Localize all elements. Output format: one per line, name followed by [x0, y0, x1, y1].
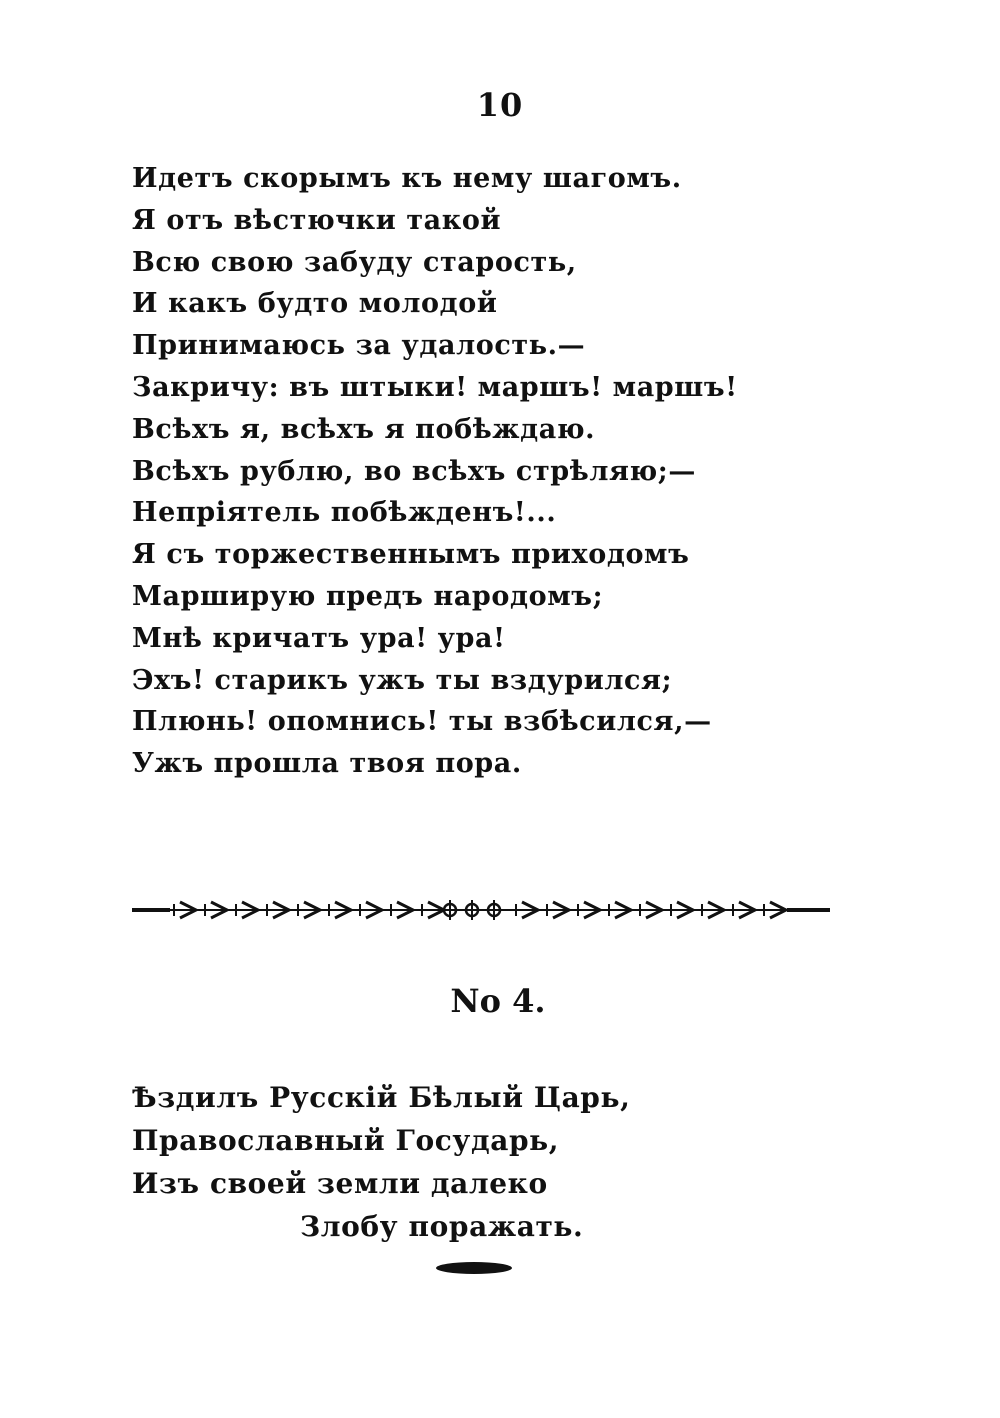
- poem-continued: [132, 158, 852, 785]
- poem-line: Всѣхъ рублю, во всѣхъ стрѣляю;—: [132, 455, 696, 487]
- poem-line: Марширую предъ народомъ;: [132, 580, 604, 612]
- poem-line: Православный Государь,: [132, 1124, 560, 1157]
- poem-line: Ужъ прошла твоя пора.: [132, 748, 522, 780]
- poem-line: Изъ своей земли далеко: [132, 1167, 548, 1200]
- poem-line: Идетъ скорымъ къ нему шагомъ.: [132, 163, 682, 194]
- poem-line: Всѣхъ я, всѣхъ я побѣждаю.: [132, 413, 596, 445]
- end-ornament: [436, 1262, 512, 1274]
- poem-line: Мнѣ кричатъ ура! ура!: [132, 622, 506, 654]
- section-number: [0, 982, 1000, 1020]
- poem-line: Всю свою забуду старость,: [132, 246, 577, 278]
- poem-line: Непріятель побѣжденъ!...: [132, 497, 557, 529]
- poem-line: Плюнь! опомнись! ты взбѣсился,—: [132, 706, 712, 738]
- poem-line-indented: Злобу поражать.: [300, 1210, 584, 1243]
- ornamental-divider: [132, 893, 832, 927]
- poem-line: Закричу: въ штыки! маршъ! маршъ!: [132, 371, 738, 403]
- poem-line: Ѣздилъ Русскій Бѣлый Царь,: [132, 1081, 631, 1114]
- page-number: 10: [476, 86, 524, 124]
- poem-new: [132, 1076, 852, 1248]
- poem-line: И какъ будто молодой: [132, 288, 498, 320]
- poem-line: Принимаюсь за удалость.—: [132, 330, 586, 362]
- poem-line: Я съ торжественнымъ приходомъ: [132, 539, 690, 571]
- poem-line: Я отъ вѣстючки такой: [132, 204, 502, 236]
- section-number-label: No 4.: [450, 982, 546, 1020]
- poem-line: Эхъ! старикъ ужъ ты вздурился;: [132, 664, 673, 696]
